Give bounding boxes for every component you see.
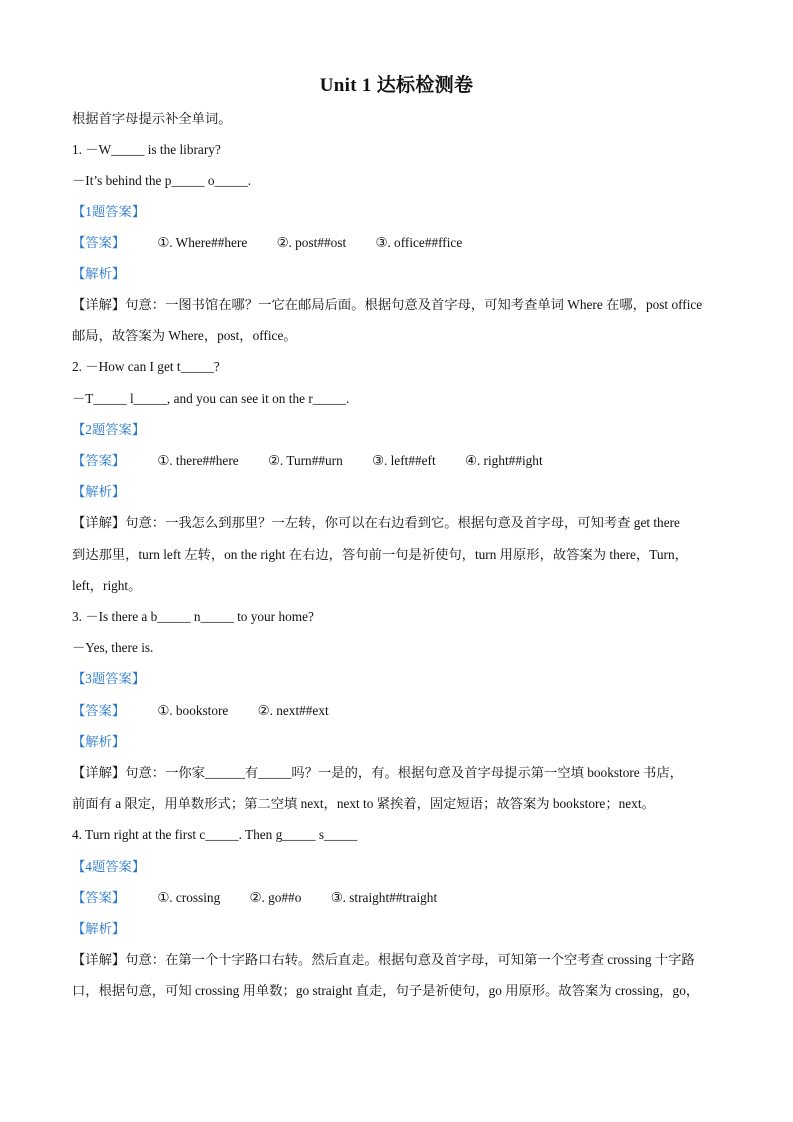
q1-line-1: 1. －W_____ is the library?	[72, 142, 221, 157]
answer-label: 【答案】	[72, 890, 126, 905]
q1-detail-1: 【详解】句意：一图书馆在哪？一它在邮局后面。根据句意及首字母，可知考查单词 Where 在哪，post office	[72, 297, 703, 312]
q4-answer-row	[72, 889, 732, 907]
q2-detail-1: 【详解】句意：一我怎么到那里？一左转，你可以在右边看到它。根据句意及首字母，可知考查 get there	[72, 515, 680, 530]
answer-item: ①. Where##here	[157, 235, 248, 250]
q4-line-1: 4. Turn right at the first c_____. Then g_____ s_____	[72, 827, 358, 842]
q2-line-2: －T_____ l_____, and you can see it on the r_____.	[72, 391, 350, 406]
answer-item: ②. Turn##urn	[267, 453, 343, 468]
answer-label: 【答案】	[72, 703, 126, 718]
answer-label: 【答案】	[72, 453, 126, 468]
answer-item: ③. office##ffice	[375, 235, 463, 250]
answer-item: ②. post##ost	[276, 235, 347, 250]
answer-item: ③. left##eft	[372, 453, 436, 468]
q2-analysis-label: 【解析】	[72, 484, 126, 499]
q2-detail-2: 到达那里，turn left 左转，on the right 在右边，答句前一句是祈使句，turn 用原形，故答案为 there，Turn，	[72, 547, 688, 562]
answer-item: ①. bookstore	[157, 703, 229, 718]
q3-answer-header: 【3题答案】	[72, 671, 146, 686]
answer-item: ①. there##here	[157, 453, 239, 468]
answer-label: 【答案】	[72, 235, 126, 250]
page-title: Unit 1 达标检测卷	[319, 75, 474, 96]
answer-item: ②. go##o	[249, 890, 302, 905]
instruction: 根据首字母提示补全单词。	[72, 111, 232, 126]
q3-detail-2: 前面有 a 限定，用单数形式；第二空填 next，next to 紧挨着，固定短语；故答案为 bookstore；next。	[72, 796, 655, 811]
q3-detail-1: 【详解】句意：一你家______有_____吗？一是的，有。根据句意及首字母提示第一空填 bookstore 书店，	[72, 765, 683, 780]
q4-detail-2: 口，根据句意，可知 crossing 用单数；go straight 直走，句子是祈使句，go 用原形。故答案为 crossing，go，	[72, 983, 700, 998]
q1-answer-header: 【1题答案】	[72, 204, 146, 219]
q3-answer-row	[72, 702, 732, 720]
q2-detail-3: left，right。	[72, 578, 142, 593]
q1-line-2: －It’s behind the p_____ o_____.	[72, 173, 252, 188]
answer-item: ②. next##ext	[257, 703, 329, 718]
q4-answer-header: 【4题答案】	[72, 859, 146, 874]
q4-detail-1: 【详解】句意：在第一个十字路口右转。然后直走。根据句意及首字母，可知第一个空考查 crossing 十字路	[72, 952, 695, 967]
q3-line-1: 3. －Is there a b_____ n_____ to your home?	[72, 609, 314, 624]
q4-analysis-label: 【解析】	[72, 921, 126, 936]
q3-analysis-label: 【解析】	[72, 734, 126, 749]
q2-answer-header: 【2题答案】	[72, 422, 146, 437]
q1-analysis-label: 【解析】	[72, 266, 126, 281]
answer-item: ③. straight##traight	[330, 890, 438, 905]
q3-line-2: －Yes, there is.	[72, 640, 154, 655]
q2-line-1: 2. －How can I get t_____?	[72, 359, 220, 374]
q2-answer-row	[72, 452, 732, 470]
q1-answer-row	[72, 234, 732, 252]
answer-item: ④. right##ight	[464, 453, 543, 468]
answer-item: ①. crossing	[157, 890, 221, 905]
q1-detail-2: 邮局，故答案为 Where，post，office。	[72, 328, 297, 343]
